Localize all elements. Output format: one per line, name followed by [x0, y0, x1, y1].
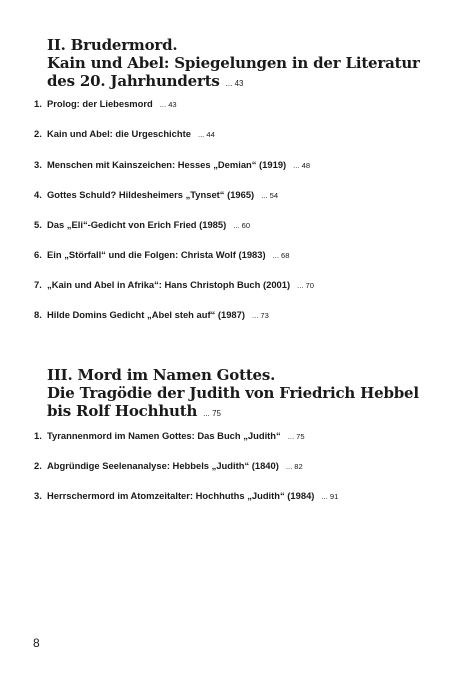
toc-entry — [34, 97, 177, 111]
entry-number: 6. — [34, 249, 42, 260]
toc-entry — [34, 459, 303, 473]
page-number: 8 — [33, 636, 40, 650]
section-2-heading-line-3 — [47, 72, 420, 93]
section-3-heading-line-2: Die Tragödie der Judith von Friedrich Hebbel — [47, 384, 419, 402]
entry-number: 5. — [34, 219, 42, 230]
section-3-heading-line-3-text: bis Rolf Hochhuth — [47, 402, 198, 420]
toc-entry — [34, 188, 278, 202]
entry-page-ref: ... 60 — [233, 221, 251, 230]
entry-number: 2. — [34, 460, 42, 471]
entry-number: 1. — [34, 430, 42, 441]
entry-title: Menschen mit Kainszeichen: Hesses „Demian“ (1919) — [47, 159, 287, 170]
toc-entry — [34, 489, 338, 503]
toc-entry — [34, 218, 250, 232]
entry-page-ref: ... 54 — [261, 191, 279, 200]
entry-number: 3. — [34, 490, 42, 501]
entry-title: Das „Eli“-Gedicht von Erich Fried (1985) — [47, 219, 227, 230]
entry-title: Herrschermord im Atomzeitalter: Hochhuths „Judith“ (1984) — [47, 490, 315, 501]
entry-page-ref: ... 73 — [251, 311, 269, 320]
section-3-page-ref: ... 75 — [203, 409, 221, 418]
toc-entry — [34, 127, 215, 141]
entry-page-ref: ... 82 — [285, 462, 303, 471]
entry-page-ref: ... 70 — [297, 281, 314, 290]
entry-number: 2. — [34, 128, 42, 139]
entry-number: 8. — [34, 309, 42, 320]
entry-page-ref: ... 91 — [321, 492, 339, 501]
entry-number: 3. — [34, 159, 42, 170]
section-3-heading-line-3 — [47, 402, 419, 423]
toc-entry — [34, 158, 310, 172]
entry-page-ref: ... 43 — [159, 100, 177, 109]
section-2-page-ref: ... 43 — [225, 79, 244, 88]
entry-number: 4. — [34, 189, 42, 200]
entry-title: Hilde Domins Gedicht „Abel steh auf“ (1987) — [47, 309, 245, 320]
entry-page-ref: ... 68 — [272, 251, 290, 260]
entry-page-ref: ... 44 — [197, 130, 215, 139]
entry-title: Abgründige Seelenanalyse: Hebbels „Judith“ (1840) — [47, 460, 279, 471]
entry-title: Tyrannenmord im Namen Gottes: Das Buch „Judith“ — [47, 430, 281, 441]
entry-number: 1. — [34, 98, 42, 109]
toc-entry — [34, 308, 269, 322]
section-3-heading — [47, 366, 419, 423]
entry-page-ref: ... 75 — [287, 432, 305, 441]
section-2-heading — [47, 36, 420, 93]
section-2-heading-line-1: II. Brudermord. — [47, 36, 178, 54]
toc-entry — [34, 248, 289, 262]
entry-number: 7. — [34, 279, 42, 290]
entry-title: Kain und Abel: die Urgeschichte — [47, 128, 191, 139]
toc-entry — [34, 278, 314, 292]
entry-title: Ein „Störfall“ und die Folgen: Christa Wolf (1983) — [47, 249, 266, 260]
section-2-heading-line-3-text: des 20. Jahrhunderts — [47, 72, 220, 90]
section-2-heading-line-2: Kain und Abel: Spiegelungen in der Literatur — [47, 54, 420, 72]
toc-entry — [34, 429, 305, 443]
entry-page-ref: ... 48 — [293, 161, 311, 170]
section-3-heading-line-1: III. Mord im Namen Gottes. — [47, 366, 276, 384]
entry-title: Prolog: der Liebesmord — [47, 98, 153, 109]
entry-title: Gottes Schuld? Hildesheimers „Tynset“ (1965) — [47, 189, 255, 200]
entry-title: „Kain und Abel in Afrika“: Hans Christoph Buch (2001) — [47, 279, 291, 290]
